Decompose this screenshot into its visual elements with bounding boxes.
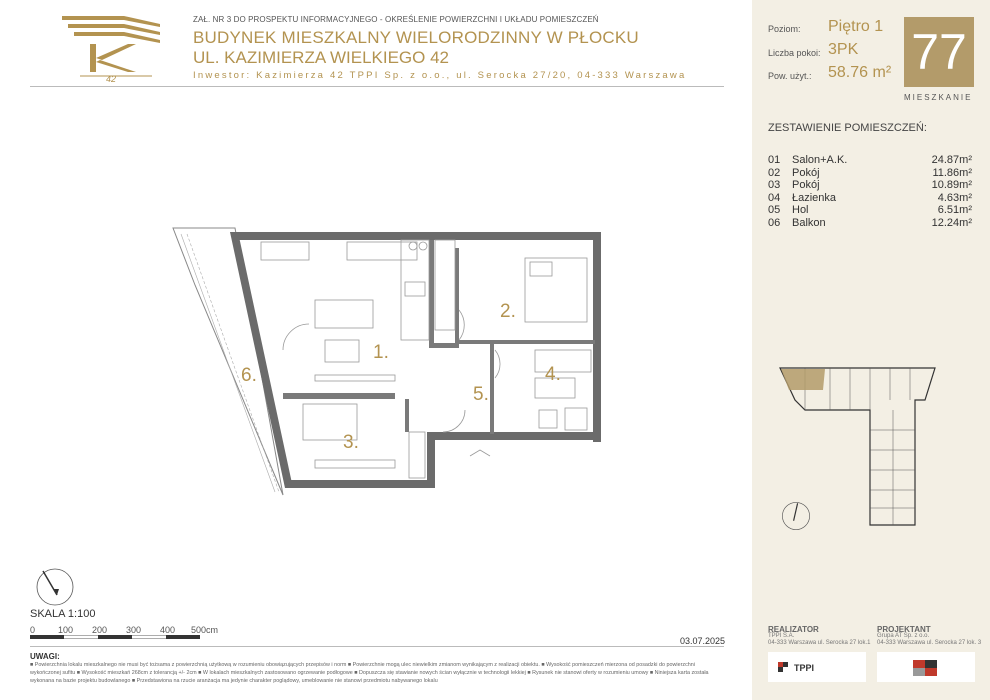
compass-icon — [780, 500, 812, 532]
notes-title: UWAGI: — [30, 652, 60, 661]
apartment-number: 77 — [904, 17, 974, 87]
room-label-1: 1. — [373, 342, 389, 363]
realizator-title: REALIZATOR — [768, 625, 819, 634]
room-row — [768, 154, 972, 167]
scale-bar — [30, 635, 200, 639]
room-row — [768, 192, 972, 205]
room-list — [768, 154, 972, 229]
room-no: 06 — [768, 216, 781, 229]
area-label: Pow. użyt.: — [768, 71, 812, 81]
rooms-count-label: Liczba pokoi: — [768, 48, 821, 58]
room-row — [768, 217, 972, 230]
area-value: 58.76 m² — [828, 64, 892, 81]
footer-divider — [30, 646, 724, 647]
room-name: Hol — [792, 204, 809, 216]
room-row — [768, 204, 972, 217]
room-area: 12.24m² — [931, 216, 972, 229]
room-no: 04 — [768, 191, 781, 204]
scale-tick-500: 500cm — [191, 625, 219, 635]
level-value: Piętro 1 — [828, 18, 884, 35]
scale-tick-0: 0 — [30, 625, 36, 635]
room-name: Pokój — [792, 166, 820, 179]
room-row — [768, 167, 972, 180]
room-row — [768, 179, 972, 192]
room-label-5: 5. — [473, 384, 489, 405]
room-area: 6.51m² — [937, 204, 972, 216]
building-address: UL. KAZIMIERZA WIELKIEGO 42 — [193, 48, 450, 67]
room-area: 10.89m² — [931, 179, 972, 191]
room-name: Balkon — [792, 216, 826, 229]
level-label: Poziom: — [768, 24, 801, 34]
room-area: 4.63m² — [937, 191, 972, 204]
document-caption: ZAŁ. NR 3 DO PROSPEKTU INFORMACYJNEGO - OKREŚLENIE POWIERZCHNI I UKŁADU POMIESZCZEŃ — [193, 15, 599, 24]
compass-icon — [35, 567, 75, 607]
document-date: 03.07.2025 — [680, 636, 726, 646]
projektant-name: Grupa AT Sp. z o.o. — [877, 633, 930, 639]
projektant-title: PROJEKTANT — [877, 625, 931, 634]
scale-tick-200: 200 — [92, 625, 108, 635]
room-list-title: ZESTAWIENIE POMIESZCZEŃ: — [768, 122, 927, 134]
realizator-logo-text: TPPI — [794, 663, 815, 673]
projektant-logo — [877, 652, 975, 682]
scale-tick-300: 300 — [126, 625, 142, 635]
room-name: Salon+A.K. — [792, 154, 848, 166]
entry-arrow — [470, 450, 490, 456]
realizator-address: 04-333 Warszawa ul. Serocka 27 lok.1 — [768, 640, 871, 646]
room-area: 24.87m² — [931, 154, 972, 166]
projektant-address: 04-333 Warszawa ul. Serocka 27 lok. 3 — [877, 640, 982, 646]
header-divider — [30, 86, 724, 87]
investor-info: Inwestor: Kazimierza 42 TPPI Sp. z o.o., ul. Serocka 27/20, 04-333 Warszawa — [193, 70, 687, 81]
realizator-logo — [768, 652, 866, 682]
room-label-4: 4. — [545, 364, 561, 385]
scale-tick-100: 100 — [58, 625, 74, 635]
notes-text: ■ Powierzchnia lokalu mieszkalnego nie musi być tożsama z powierzchnią użytkową w rozumieniu obowiązujących przepisów i norm ■ Powierzchnie mogą ulec niewielkim zmianom wynikającym z realizacji obiektu. ■ Wysokość pomieszczeń mierzona od posadzki do powierzchni wykończonej sufitu ■ Wysokość mieszkań 268cm z tolerancją +/- 2cm ■ W lokalach mieszkalnych zastosowano ogrzewanie podłogowe ■ Dopuszcza się stawianie nowych ścian wyłącznie w technologii lekkiej ■ Rysunek nie stanowi oferty w rozumieniu umowy ■ Niniejsza karta została wykonana na bazie projektu budowlanego ■ Przedstawiona na rzucie aranżacja ma jedynie charakter poglądowy, umeblowanie nie stanowi przedmiotu nabywanego lokalu — [30, 662, 709, 684]
room-area: 11.86m² — [932, 166, 972, 179]
realizator-name: TPPI S.A. — [768, 633, 795, 639]
developer-logo — [62, 14, 162, 82]
building-title: BUDYNEK MIESZKALNY WIELORODZINNY W PŁOCKU — [193, 28, 639, 47]
room-label-2: 2. — [500, 301, 516, 322]
room-name: Łazienka — [792, 191, 837, 204]
info-panel — [752, 0, 990, 700]
apartment-caption: MIESZKANIE — [904, 93, 973, 102]
room-no: 05 — [768, 204, 781, 216]
room-name: Pokój — [792, 179, 820, 191]
room-label-3: 3. — [343, 432, 359, 453]
rooms-count-value: 3PK — [828, 41, 859, 58]
highlighted-apartment — [781, 369, 825, 390]
balcony-outline — [173, 228, 283, 495]
room-no: 03 — [768, 179, 781, 191]
room-no: 02 — [768, 166, 781, 179]
scale-label: SKALA 1:100 — [30, 608, 96, 620]
logo-number: 42 — [106, 74, 117, 82]
room-label-6: 6. — [241, 365, 257, 386]
room-no: 01 — [768, 154, 781, 166]
scale-tick-400: 400 — [160, 625, 176, 635]
floor-plan — [165, 210, 615, 510]
